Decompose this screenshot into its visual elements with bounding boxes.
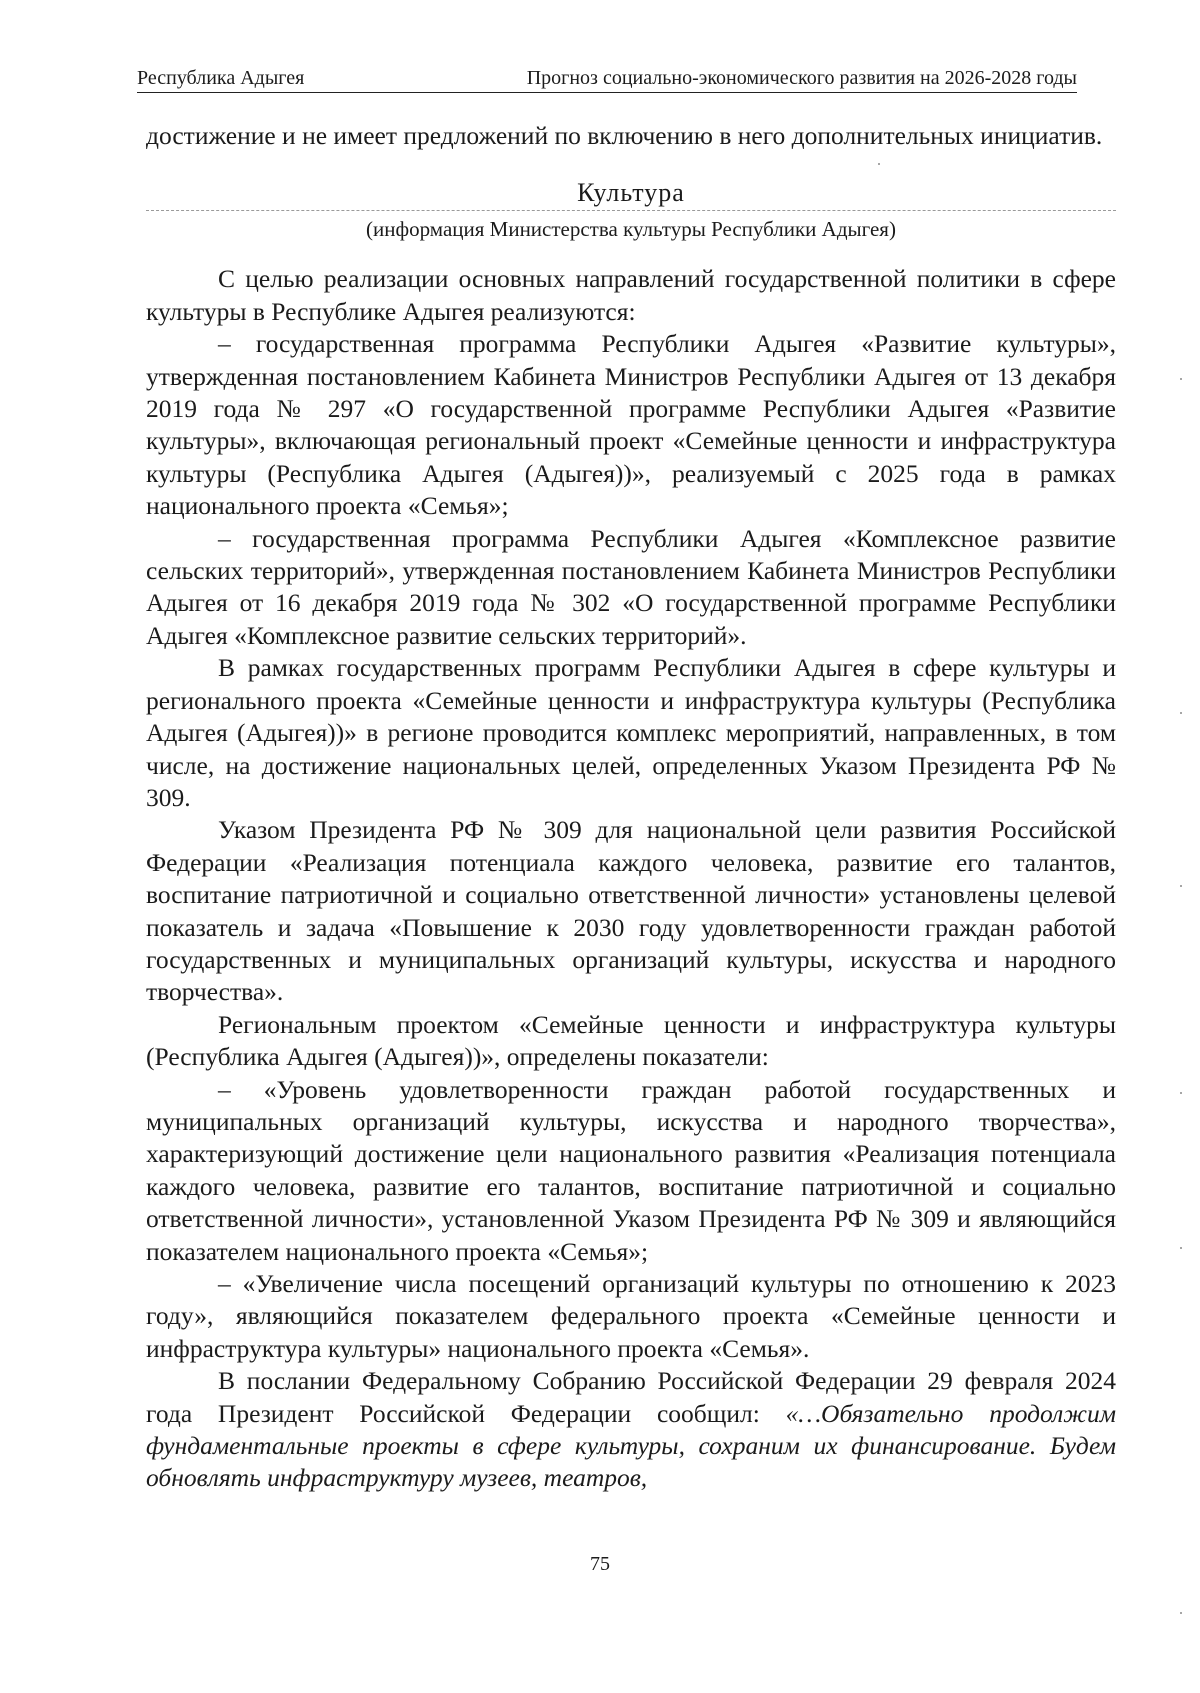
scan-speck: [1180, 885, 1182, 887]
scan-speck: [1180, 1092, 1182, 1094]
paragraph: Региональным проектом «Семейные ценности и инфраструктура культуры (Республика Адыгея (Адыгея))», определены показатели:: [146, 1009, 1116, 1072]
scan-speck: [1180, 712, 1182, 714]
paragraph: С целью реализации основных направлений государственной политики в сфере культуры в Республике Адыгея реализуются:: [146, 264, 1116, 326]
section-title: Культура: [577, 178, 685, 208]
list-item-program: – государственная программа Республики Адыгея «Развитие культуры», утвержденная постановлением Кабинета Министров Республики Адыгея от 13 декабря 2019 года № 297 «О государственной программе Республики Адыгея «Развитие культуры», включающая региональный проект «Семейные ценности и инфраструктура культуры (Республика Адыгея (Адыгея))», реализуемый с 2025 года в рамках национального проекта «Семья»;: [146, 329, 1116, 521]
president-quote: «…Обязательно продолжим фундаментальные проекты в сфере культуры, сохраним их финансирование. Будем обновлять инфраструктуру музеев, театров,: [146, 1398, 1116, 1493]
list-item-indicator: – «Уровень удовлетворенности граждан работой государственных и муниципальных организаций культуры, искусства и народного творчества», характеризующий достижение цели национального развития «Реализация потенциала каждого человека, развитие его талантов, воспитание патриотичной и социально ответственной личности», установленной Указом Президента РФ № 309 и являющийся показателем национального проекта «Семья»;: [146, 1074, 1116, 1266]
scan-speck: [1180, 1612, 1182, 1614]
list-item-indicator: – «Увеличение числа посещений организаций культуры по отношению к 2023 году», являющийся показателем федерального проекта «Семейные ценности и инфраструктура культуры» национального проекта «Семья».: [146, 1269, 1116, 1363]
header-document-title: Прогноз социально-экономического развития на 2026-2028 годы: [526, 67, 1077, 89]
running-header: [137, 66, 1077, 93]
intro-paragraph: достижение и не имеет предложений по включению в него дополнительных инициатив.: [146, 121, 1103, 150]
paragraph: Указом Президента РФ № 309 для национальной цели развития Российской Федерации «Реализация потенциала каждого человека, развитие его талантов, воспитание патриотичной и социально ответственной личности» установлены целевой показатель и задача «Повышение к 2030 году удовлетворенности граждан работой государственных и муниципальных организаций культуры, искусства и народного творчества».: [146, 815, 1116, 1007]
scan-speck: [1180, 378, 1182, 380]
paragraph-text: В послании Федеральному Собранию Российской Федерации 29 февраля 2024 года Президент Российской Федерации сообщил:: [146, 1366, 1116, 1428]
paragraph-quote: [146, 1365, 1116, 1495]
scan-speck: [1180, 1247, 1182, 1249]
scan-speck: [878, 163, 880, 165]
title-divider: [146, 210, 1116, 211]
page-number: 75: [590, 1553, 610, 1575]
section-subtitle: (информация Министерства культуры Республики Адыгея): [366, 217, 896, 242]
paragraph: В рамках государственных программ Республики Адыгея в сфере культуры и регионального проекта «Семейные ценности и инфраструктура культуры (Республика Адыгея (Адыгея))» в регионе проводится комплекс мероприятий, направленных, в том числе, на достижение национальных целей, определенных Указом Президента РФ № 309.: [146, 653, 1116, 812]
page-content: [146, 120, 1116, 1495]
header-region: Республика Адыгея: [137, 67, 305, 89]
list-item-program: – государственная программа Республики Адыгея «Комплексное развитие сельских территорий», утвержденная постановлением Кабинета Министров Республики Адыгея от 16 декабря 2019 года № 302 «О государственной программе Республики Адыгея «Комплексное развитие сельских территорий».: [146, 523, 1116, 650]
